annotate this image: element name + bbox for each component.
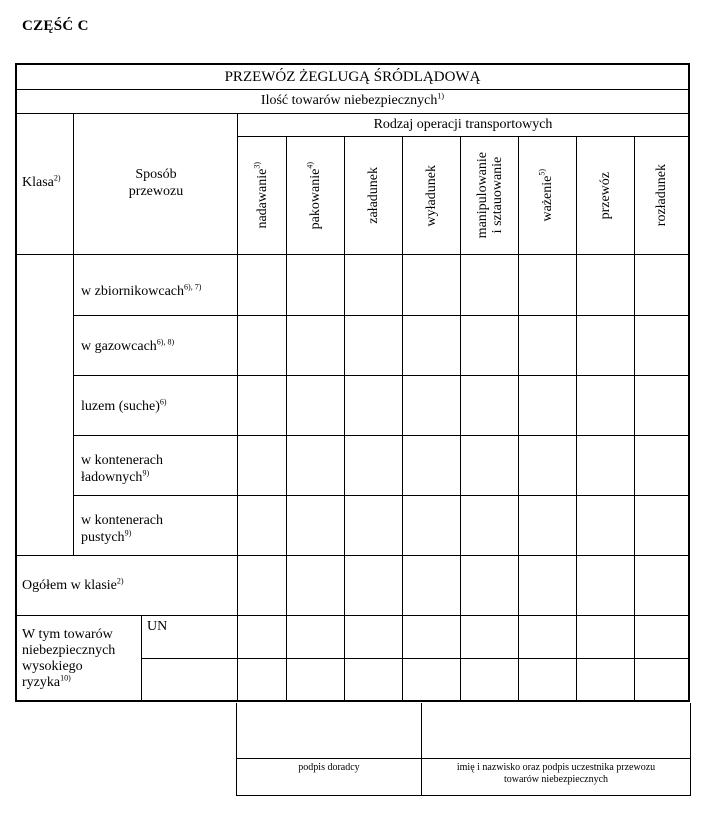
data-cell[interactable] (238, 496, 286, 555)
data-cell[interactable] (345, 376, 402, 435)
data-cell[interactable] (238, 316, 286, 375)
data-cell[interactable] (577, 316, 634, 375)
data-cell[interactable] (238, 376, 286, 435)
data-cell[interactable] (345, 436, 402, 495)
data-cell[interactable] (287, 436, 344, 495)
advisor-signature-field[interactable] (238, 704, 421, 758)
data-cell[interactable] (403, 255, 460, 315)
operations-header: Rodzaj operacji transportowych (373, 117, 553, 132)
col-rozladunek: rozładunek (654, 164, 669, 227)
data-cell[interactable] (635, 316, 687, 375)
data-cell[interactable] (345, 496, 402, 555)
col-zaladunek: załadunek (366, 167, 381, 224)
col-nadawanie: nadawanie$^{3)}$ (251, 162, 270, 229)
sposob-label: Sposób przewozu (128, 167, 184, 199)
data-cell[interactable] (287, 496, 344, 555)
participant-signature-label: imię i nazwisko oraz podpis uczestnika przewozu towarów niebezpiecznych (456, 762, 656, 785)
data-cell[interactable] (461, 316, 518, 375)
data-cell[interactable] (635, 376, 687, 435)
data-cell[interactable] (403, 616, 460, 699)
participant-signature-field[interactable] (423, 704, 690, 758)
data-cell[interactable] (461, 616, 518, 699)
data-cell[interactable] (635, 616, 687, 699)
data-cell[interactable] (519, 436, 576, 495)
row-kontenery-puste: w kontenerach pustych$^{9)}$ (81, 513, 164, 545)
row-gazowce: w gazowcach$^{6), 8)}$ (81, 337, 175, 354)
data-cell[interactable] (461, 496, 518, 555)
row-luzem: luzem (suche)$^{6)}$ (81, 397, 167, 414)
data-cell[interactable] (238, 616, 286, 699)
data-cell[interactable] (345, 616, 402, 699)
row-kontenery-ladowne: w kontenerach ładownych$^{9)}$ (81, 453, 164, 485)
col-przewoz: przewóz (598, 171, 613, 220)
klasa-label: Klasa$^{2)}$ (22, 173, 61, 190)
data-cell[interactable] (403, 316, 460, 375)
signature-box (236, 703, 691, 796)
data-cell[interactable] (519, 616, 576, 699)
data-cell[interactable] (287, 556, 344, 615)
rule-signature-line (237, 758, 690, 759)
col-wazenie: ważenie$^{5)}$ (537, 169, 555, 222)
section-heading: CZĘŚĆ C (22, 18, 89, 34)
transport-form-table (15, 63, 690, 702)
data-cell[interactable] (519, 376, 576, 435)
rule-quantity (17, 113, 688, 114)
data-cell[interactable] (461, 376, 518, 435)
data-cell[interactable] (345, 556, 402, 615)
data-cell[interactable] (345, 316, 402, 375)
data-cell[interactable] (287, 376, 344, 435)
data-cell[interactable] (519, 255, 576, 315)
data-cell[interactable] (519, 556, 576, 615)
row-zbiornikowce: w zbiornikowcach$^{6), 7)}$ (81, 282, 202, 299)
data-cell[interactable] (238, 436, 286, 495)
data-cell[interactable] (403, 556, 460, 615)
data-cell[interactable] (577, 255, 634, 315)
col-pakowanie: pakowanie$^{4)}$ (305, 161, 323, 230)
data-cell[interactable] (461, 436, 518, 495)
data-cell[interactable] (403, 376, 460, 435)
total-label: Ogółem w klasie$^{2)}$ (22, 576, 124, 593)
form-title: PRZEWÓZ ŻEGLUGĄ ŚRÓDLĄDOWĄ (224, 69, 481, 85)
data-cell[interactable] (287, 255, 344, 315)
col-manipulowanie: manipulowanie i sztauowanie (474, 152, 505, 239)
data-cell[interactable] (287, 316, 344, 375)
data-cell[interactable] (577, 436, 634, 495)
rule-highrisk (141, 615, 142, 700)
data-cell[interactable] (345, 255, 402, 315)
data-cell[interactable] (577, 376, 634, 435)
data-cell[interactable] (461, 556, 518, 615)
high-risk-label: W tym towarów niebezpiecznych wysokiego ryzyka$^{10)}$ (22, 627, 116, 690)
data-cell[interactable] (403, 496, 460, 555)
data-cell[interactable] (238, 556, 286, 615)
data-cell[interactable] (635, 436, 687, 495)
data-cell[interactable] (519, 496, 576, 555)
quantity-header: Ilość towarów niebezpiecznych$^{1)}$ (260, 91, 445, 108)
data-cell[interactable] (403, 436, 460, 495)
advisor-signature-label: podpis doradcy (298, 762, 360, 773)
rule-title (17, 89, 688, 90)
data-cell[interactable] (635, 556, 687, 615)
data-cell[interactable] (577, 496, 634, 555)
un-label: UN (147, 619, 168, 634)
data-cell[interactable] (635, 255, 687, 315)
data-cell[interactable] (519, 316, 576, 375)
data-cell[interactable] (635, 496, 687, 555)
data-cell[interactable] (577, 616, 634, 699)
data-cell[interactable] (461, 255, 518, 315)
data-cell[interactable] (577, 556, 634, 615)
data-cell[interactable] (287, 616, 344, 699)
data-cell[interactable] (238, 255, 286, 315)
col-wyladunek: wyładunek (424, 164, 439, 227)
